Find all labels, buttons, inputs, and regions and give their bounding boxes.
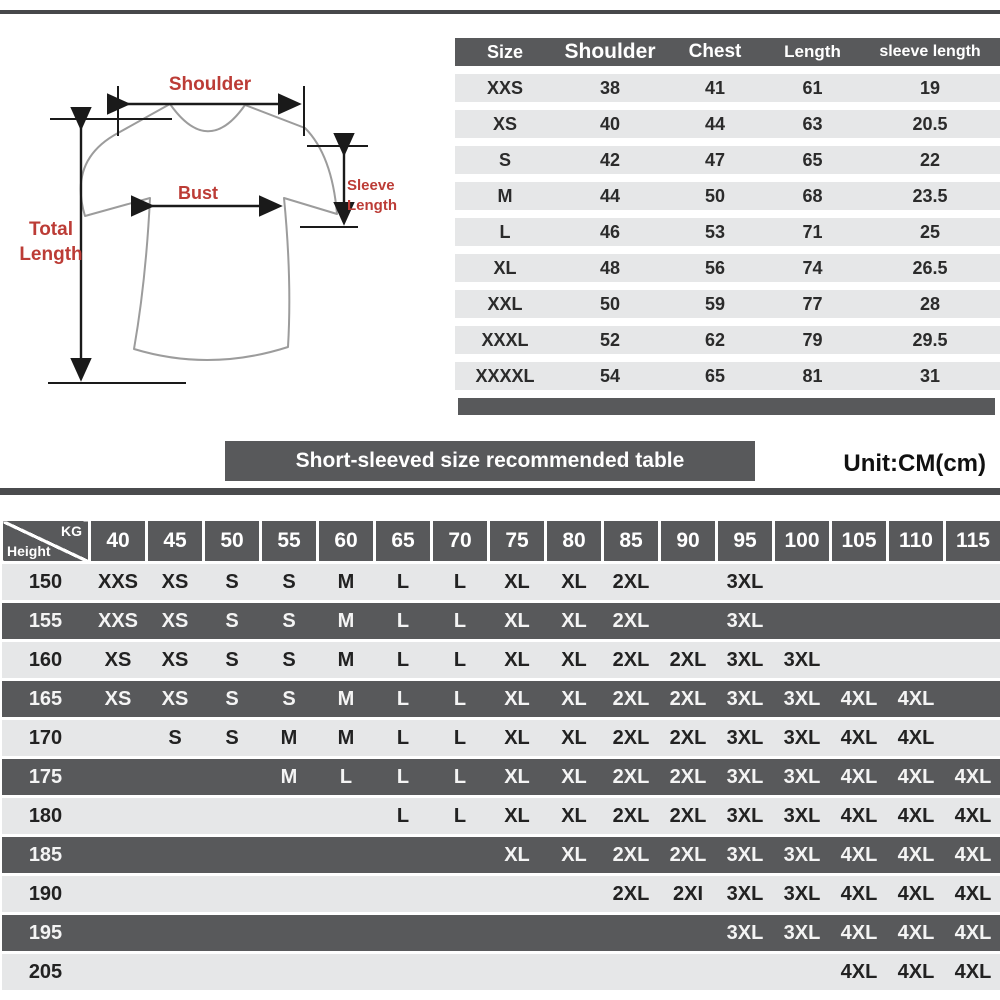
recommended-size-cell [375, 914, 432, 953]
size-col-header-0: Size [455, 38, 555, 66]
size-col-header-4: sleeve length [860, 38, 1000, 66]
recommended-size-cell [147, 797, 204, 836]
recommended-size-cell: 2XL [603, 758, 660, 797]
recommended-size-cell: 3XL [774, 836, 831, 875]
weight-col-header-70: 70 [432, 520, 489, 563]
size-cell: XXL [455, 290, 555, 318]
recommended-size-cell [774, 953, 831, 992]
size-cell: 56 [665, 254, 765, 282]
height-row-label: 170 [2, 719, 90, 758]
recommended-size-cell: 4XL [888, 680, 945, 719]
rec-table-row-160 [2, 641, 1000, 680]
size-cell: 81 [765, 362, 860, 390]
recommended-size-cell: 4XL [888, 836, 945, 875]
height-row-label: 185 [2, 836, 90, 875]
recommended-size-cell: 3XL [717, 602, 774, 641]
size-cell: 47 [665, 146, 765, 174]
size-cell: 65 [765, 146, 860, 174]
recommended-size-cell [831, 563, 888, 602]
recommended-size-cell: 2XL [660, 680, 717, 719]
size-table-row [455, 218, 1000, 246]
height-row-label: 160 [2, 641, 90, 680]
recommended-size-cell [603, 914, 660, 953]
recommended-size-cell [90, 953, 147, 992]
weight-col-header-75: 75 [489, 520, 546, 563]
height-axis-label: Height [7, 543, 51, 559]
height-row-label: 165 [2, 680, 90, 719]
recommended-size-cell: XXS [90, 602, 147, 641]
recommended-size-cell [489, 914, 546, 953]
recommended-size-cell: XL [546, 836, 603, 875]
size-cell: L [455, 218, 555, 246]
size-table-row [455, 182, 1000, 210]
recommended-size-cell: 3XL [717, 797, 774, 836]
recommended-size-cell [261, 914, 318, 953]
recommended-size-cell: L [375, 758, 432, 797]
recommended-size-cell: 3XL [717, 719, 774, 758]
recommended-size-cell [945, 719, 1000, 758]
recommended-size-cell [375, 875, 432, 914]
size-cell: XL [455, 254, 555, 282]
recommended-size-cell [204, 836, 261, 875]
weight-col-header-115: 115 [945, 520, 1000, 563]
size-col-header-2: Chest [665, 38, 765, 66]
recommended-size-cell: L [375, 641, 432, 680]
recommended-size-cell [147, 875, 204, 914]
recommended-size-cell: L [432, 641, 489, 680]
weight-col-header-45: 45 [147, 520, 204, 563]
size-table-row [455, 254, 1000, 282]
recommended-size-cell [147, 953, 204, 992]
size-cell: 53 [665, 218, 765, 246]
recommended-size-cell: XS [147, 602, 204, 641]
recommended-size-cell: 4XL [831, 953, 888, 992]
recommended-size-cell: XXS [90, 563, 147, 602]
recommended-size-cell [489, 875, 546, 914]
recommended-size-cell: XL [489, 758, 546, 797]
recommended-size-cell: 3XL [774, 680, 831, 719]
recommended-size-cell: 3XL [717, 836, 774, 875]
recommended-size-cell: 4XL [888, 914, 945, 953]
recommended-size-cell: 2XL [603, 797, 660, 836]
recommended-size-cell: 2XL [603, 719, 660, 758]
recommended-size-cell [204, 953, 261, 992]
recommended-size-cell: XL [489, 641, 546, 680]
size-cell: 29.5 [860, 326, 1000, 354]
height-weight-recommendation-table [0, 518, 1000, 993]
recommended-size-cell: 4XL [945, 875, 1000, 914]
recommended-size-cell: 2XL [660, 797, 717, 836]
recommended-size-cell [318, 953, 375, 992]
recommended-size-cell: S [261, 602, 318, 641]
recommended-size-cell: XL [489, 836, 546, 875]
size-table-row [455, 74, 1000, 102]
recommended-size-cell [888, 563, 945, 602]
recommended-size-cell: 2XL [603, 602, 660, 641]
recommended-size-cell: 2XL [660, 758, 717, 797]
recommended-size-cell: 2XL [603, 680, 660, 719]
size-cell: 61 [765, 74, 860, 102]
recommended-size-cell: L [375, 563, 432, 602]
size-cell: 65 [665, 362, 765, 390]
recommended-size-cell: 3XL [717, 680, 774, 719]
recommended-size-cell [90, 797, 147, 836]
size-cell: M [455, 182, 555, 210]
recommended-size-cell: XL [546, 797, 603, 836]
size-cell: XS [455, 110, 555, 138]
sleeve-length-label: Sleeve Length [347, 177, 397, 214]
size-cell: 40 [555, 110, 665, 138]
recommended-size-cell: 2XL [660, 719, 717, 758]
recommended-size-cell [90, 875, 147, 914]
recommended-size-cell: 2XL [603, 875, 660, 914]
size-table-row [455, 146, 1000, 174]
recommended-size-cell [318, 836, 375, 875]
recommended-size-cell [945, 602, 1000, 641]
recommended-size-cell: S [261, 563, 318, 602]
recommended-size-cell: 3XL [717, 875, 774, 914]
recommended-size-cell [318, 875, 375, 914]
rec-table-row-170 [2, 719, 1000, 758]
size-cell: XXXXL [455, 362, 555, 390]
recommended-size-cell: 4XL [831, 797, 888, 836]
recommended-size-cell [90, 719, 147, 758]
recommended-size-cell: S [204, 680, 261, 719]
rec-table-row-175 [2, 758, 1000, 797]
recommended-size-cell: XS [90, 641, 147, 680]
recommended-size-cell: XL [546, 680, 603, 719]
recommended-size-cell: M [318, 680, 375, 719]
recommended-size-cell: 4XL [945, 836, 1000, 875]
recommended-size-cell [831, 641, 888, 680]
recommended-size-cell: 2XL [660, 641, 717, 680]
recommended-size-cell: 4XL [831, 680, 888, 719]
recommended-size-cell [432, 953, 489, 992]
weight-col-header-100: 100 [774, 520, 831, 563]
recommended-size-cell: 4XL [831, 836, 888, 875]
height-row-label: 175 [2, 758, 90, 797]
size-cell: 22 [860, 146, 1000, 174]
recommended-size-cell: 3XL [774, 914, 831, 953]
recommended-size-cell: XL [489, 602, 546, 641]
recommended-size-cell: 4XL [945, 797, 1000, 836]
weight-col-header-50: 50 [204, 520, 261, 563]
recommended-size-cell: M [318, 602, 375, 641]
recommended-size-cell [717, 953, 774, 992]
weight-col-header-95: 95 [717, 520, 774, 563]
recommended-size-cell: L [432, 563, 489, 602]
size-measurements-table [455, 30, 1000, 398]
recommended-size-cell: 3XL [774, 758, 831, 797]
size-col-header-1: Shoulder [555, 38, 665, 66]
recommended-size-cell [774, 563, 831, 602]
recommended-size-cell: 3XL [717, 641, 774, 680]
recommended-size-cell: 4XL [945, 953, 1000, 992]
recommended-size-cell: 2XL [660, 836, 717, 875]
recommended-size-cell [660, 602, 717, 641]
recommended-size-cell: M [318, 719, 375, 758]
size-cell: 31 [860, 362, 1000, 390]
recommended-size-cell [147, 836, 204, 875]
recommended-size-cell: S [147, 719, 204, 758]
recommended-size-cell [546, 953, 603, 992]
recommended-size-cell: S [204, 641, 261, 680]
recommended-size-cell: 3XL [717, 563, 774, 602]
height-row-label: 195 [2, 914, 90, 953]
recommended-size-cell [660, 914, 717, 953]
recommended-size-cell [375, 953, 432, 992]
banner-title: Short-sleeved size recommended table [225, 441, 755, 481]
recommended-size-cell [318, 914, 375, 953]
recommended-size-cell: L [375, 602, 432, 641]
size-cell: 44 [555, 182, 665, 210]
weight-col-header-40: 40 [90, 520, 147, 563]
rec-table-header-row [2, 520, 1000, 563]
recommended-size-cell [945, 563, 1000, 602]
weight-col-header-110: 110 [888, 520, 945, 563]
recommended-size-cell: L [375, 680, 432, 719]
recommended-size-cell [660, 563, 717, 602]
recommended-size-cell [432, 875, 489, 914]
corner-cell [2, 520, 90, 563]
recommended-size-cell [375, 836, 432, 875]
height-row-label: 205 [2, 953, 90, 992]
kg-axis-label: KG [61, 523, 82, 539]
recommended-size-cell: XS [147, 641, 204, 680]
weight-col-header-85: 85 [603, 520, 660, 563]
recommended-size-cell: 2XL [603, 836, 660, 875]
recommended-size-cell: 4XL [831, 914, 888, 953]
recommended-size-cell [90, 758, 147, 797]
recommended-size-cell: 4XL [888, 797, 945, 836]
recommended-size-cell [204, 914, 261, 953]
recommended-size-cell: M [318, 641, 375, 680]
size-cell: 44 [665, 110, 765, 138]
bust-label: Bust [178, 183, 218, 203]
recommended-size-cell: 3XL [774, 875, 831, 914]
size-cell: 46 [555, 218, 665, 246]
weight-col-header-55: 55 [261, 520, 318, 563]
size-table-row [455, 110, 1000, 138]
middle-divider-line [0, 488, 1000, 495]
recommended-size-cell: XL [546, 758, 603, 797]
recommended-size-cell [261, 875, 318, 914]
recommended-size-cell: M [261, 719, 318, 758]
recommended-size-cell: M [261, 758, 318, 797]
recommended-size-cell [546, 914, 603, 953]
rec-table-row-180 [2, 797, 1000, 836]
size-cell: 79 [765, 326, 860, 354]
rec-table-row-185 [2, 836, 1000, 875]
size-cell: 68 [765, 182, 860, 210]
recommended-size-cell [945, 641, 1000, 680]
recommended-size-cell [831, 602, 888, 641]
size-cell: 26.5 [860, 254, 1000, 282]
recommended-size-cell: 4XL [831, 758, 888, 797]
weight-col-header-105: 105 [831, 520, 888, 563]
recommended-size-cell [90, 914, 147, 953]
total-length-label: Total Length [19, 219, 83, 265]
recommended-size-cell: L [432, 758, 489, 797]
recommended-size-cell [147, 758, 204, 797]
recommended-size-cell: 3XL [774, 719, 831, 758]
tshirt-outline [81, 104, 337, 360]
size-cell: 38 [555, 74, 665, 102]
size-cell: 20.5 [860, 110, 1000, 138]
size-cell: 25 [860, 218, 1000, 246]
recommended-size-cell: 3XL [717, 914, 774, 953]
rec-table-row-195 [2, 914, 1000, 953]
recommended-size-cell: XS [90, 680, 147, 719]
recommended-size-cell: XL [489, 680, 546, 719]
size-cell: S [455, 146, 555, 174]
size-table-row [455, 362, 1000, 390]
size-table-row [455, 326, 1000, 354]
size-cell: 74 [765, 254, 860, 282]
recommended-size-cell: 2XL [603, 563, 660, 602]
recommended-size-cell [432, 836, 489, 875]
recommended-size-cell [261, 797, 318, 836]
size-cell: 63 [765, 110, 860, 138]
recommended-size-cell: 4XL [831, 719, 888, 758]
recommended-size-cell: XS [147, 563, 204, 602]
size-cell: 50 [555, 290, 665, 318]
recommended-size-cell [261, 953, 318, 992]
size-cell: 42 [555, 146, 665, 174]
size-cell: 52 [555, 326, 665, 354]
size-cell: 23.5 [860, 182, 1000, 210]
recommended-size-cell: XL [489, 563, 546, 602]
recommended-size-cell: 3XL [774, 641, 831, 680]
recommended-size-cell: L [318, 758, 375, 797]
recommended-size-cell [489, 953, 546, 992]
size-cell: 54 [555, 362, 665, 390]
recommended-size-cell [204, 758, 261, 797]
recommended-size-cell: 4XL [888, 953, 945, 992]
recommended-size-cell: 2XI [660, 875, 717, 914]
recommended-size-cell: L [432, 797, 489, 836]
recommended-size-cell [945, 680, 1000, 719]
recommended-size-cell: 4XL [831, 875, 888, 914]
size-table-footer-bar [458, 398, 995, 415]
recommended-size-cell: 4XL [945, 914, 1000, 953]
recommended-size-cell [888, 641, 945, 680]
size-cell: 50 [665, 182, 765, 210]
recommended-size-cell: 2XL [603, 641, 660, 680]
size-cell: 41 [665, 74, 765, 102]
recommended-size-cell [261, 836, 318, 875]
recommended-size-cell: S [204, 563, 261, 602]
rec-table-row-205 [2, 953, 1000, 992]
weight-col-header-80: 80 [546, 520, 603, 563]
size-table-header-row [455, 38, 1000, 66]
recommended-size-cell: 3XL [717, 758, 774, 797]
size-cell: 48 [555, 254, 665, 282]
recommended-size-cell: 4XL [945, 758, 1000, 797]
recommended-size-cell: XL [546, 563, 603, 602]
recommended-size-cell: S [204, 719, 261, 758]
height-row-label: 180 [2, 797, 90, 836]
recommended-size-cell: S [261, 680, 318, 719]
size-col-header-3: Length [765, 38, 860, 66]
recommended-size-cell: L [432, 719, 489, 758]
recommended-size-cell: S [261, 641, 318, 680]
rec-table-row-150 [2, 563, 1000, 602]
recommended-size-cell [147, 914, 204, 953]
recommended-size-cell: 4XL [888, 719, 945, 758]
recommended-size-cell [660, 953, 717, 992]
recommended-size-cell [204, 875, 261, 914]
recommended-size-cell [603, 953, 660, 992]
weight-col-header-65: 65 [375, 520, 432, 563]
recommended-size-cell: 3XL [774, 797, 831, 836]
weight-col-header-90: 90 [660, 520, 717, 563]
unit-label: Unit:CM(cm) [843, 450, 986, 477]
size-cell: XXXL [455, 326, 555, 354]
recommended-size-cell: L [375, 797, 432, 836]
recommended-size-cell: XL [489, 797, 546, 836]
recommended-size-cell: L [432, 602, 489, 641]
recommended-size-cell [204, 797, 261, 836]
size-cell: 28 [860, 290, 1000, 318]
recommended-size-cell [546, 875, 603, 914]
size-cell: 19 [860, 74, 1000, 102]
recommended-size-cell: 4XL [888, 875, 945, 914]
recommended-size-cell [90, 836, 147, 875]
recommended-size-cell: L [432, 680, 489, 719]
height-row-label: 190 [2, 875, 90, 914]
weight-col-header-60: 60 [318, 520, 375, 563]
recommended-size-cell: M [318, 563, 375, 602]
recommended-size-cell [774, 602, 831, 641]
recommended-size-cell: XS [147, 680, 204, 719]
rec-table-row-155 [2, 602, 1000, 641]
recommended-size-cell: XL [546, 641, 603, 680]
recommended-size-cell: L [375, 719, 432, 758]
size-cell: 59 [665, 290, 765, 318]
size-cell: XXS [455, 74, 555, 102]
recommended-size-cell: S [204, 602, 261, 641]
size-cell: 77 [765, 290, 860, 318]
recommended-size-cell [432, 914, 489, 953]
shoulder-label: Shoulder [168, 74, 252, 95]
rec-table-row-165 [2, 680, 1000, 719]
size-cell: 71 [765, 218, 860, 246]
recommended-size-cell [318, 797, 375, 836]
size-table-row [455, 290, 1000, 318]
recommended-size-cell: XL [489, 719, 546, 758]
height-row-label: 150 [2, 563, 90, 602]
rec-table-row-190 [2, 875, 1000, 914]
recommended-size-cell: 4XL [888, 758, 945, 797]
height-row-label: 155 [2, 602, 90, 641]
recommended-size-cell [888, 602, 945, 641]
size-cell: 62 [665, 326, 765, 354]
recommended-size-cell: XL [546, 602, 603, 641]
recommended-size-cell: XL [546, 719, 603, 758]
